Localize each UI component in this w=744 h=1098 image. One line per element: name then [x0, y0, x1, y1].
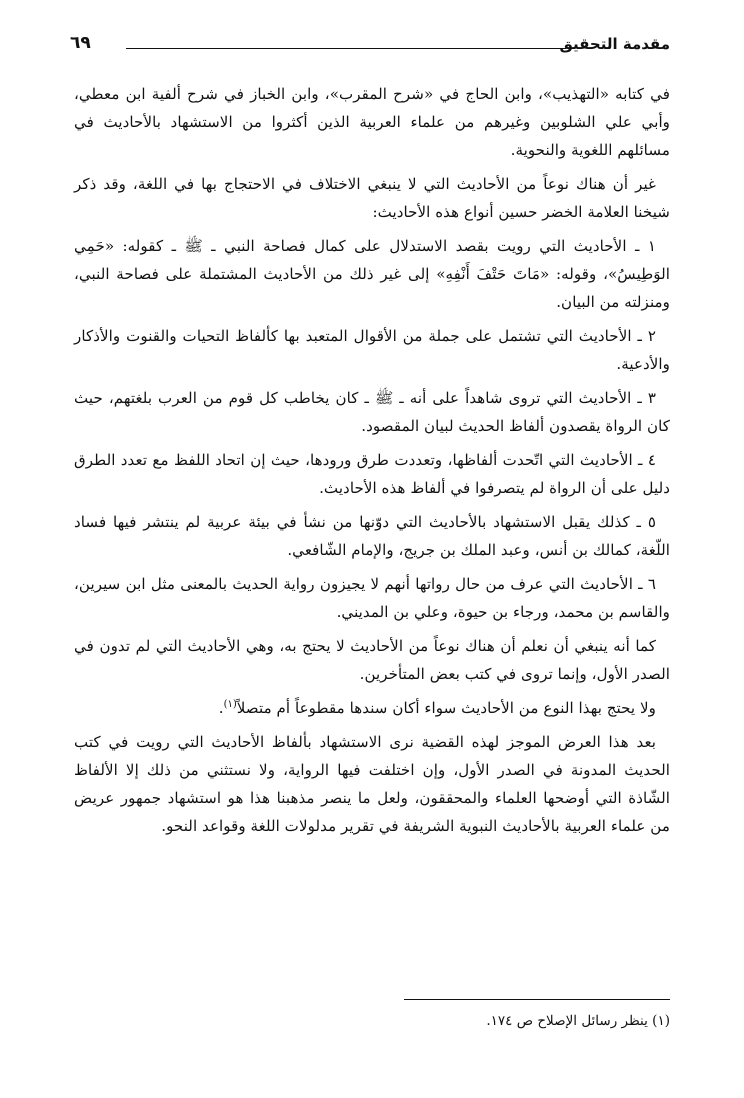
- paragraph-footnoted-text: ولا يحتج بهذا النوع من الأحاديث سواء أكان سندها مقطوعاً أم متصلاً: [236, 699, 656, 717]
- paragraph-footnoted-end: .: [218, 699, 224, 717]
- list-item-6: ٦ ـ الأحاديث التي عرف من حال رواتها أنهم لا يجيزون رواية الحديث بالمعنى مثل ابن سيرين، والقاسم بن محمد، ورجاء بن حيوة، وعلي بن المديني.: [74, 575, 670, 621]
- footnote-reference: (١): [223, 698, 237, 710]
- page-number: ٦٩: [70, 33, 91, 53]
- list-item-1: ١ ـ الأحاديث التي رويت بقصد الاستدلال على كمال فصاحة النبي ـ ﷺ ـ كقوله: «حَمِي الوَطِيسُ»، وقوله: «مَاتَ حَتْفَ أَنْفِهِ» إلى غير ذلك من الأحاديث المشتملة على فصاحة النبي، ومنزلته من البيان.: [74, 237, 670, 311]
- page-header: [70, 34, 670, 62]
- list-item-2: ٢ ـ الأحاديث التي تشتمل على جملة من الأقوال المتعبد بها كألفاظ التحيات والقنوت والأذكار والأدعية.: [74, 327, 670, 373]
- list-item-3: ٣ ـ الأحاديث التي تروى شاهداً على أنه ـ ﷺ ـ كان يخاطب كل قوم من العرب بلغتهم، حيث كان الرواة يقصدون ألفاظ الحديث لبيان المقصود.: [74, 389, 670, 435]
- paragraph-non-evidence: كما أنه ينبغي أن نعلم أن هناك نوعاً من الأحاديث لا يحتج به، وهي الأحاديث التي لم تدون في الصدر الأول، وإنما تروى في كتب بعض المتأخرين.: [74, 637, 670, 683]
- footnote: (١) ينظر رسائل الإصلاح ص ١٧٤.: [486, 1013, 670, 1029]
- running-title: مقدمة التحقيق: [559, 35, 670, 53]
- footnote-rule: [404, 999, 670, 1000]
- paragraph-intro: في كتابه «التهذيب»، وابن الحاج في «شرح المقرب»، وابن الخباز في شرح ألفية ابن معطي، وأبي علي الشلوبين وغيرهم من علماء العربية الذين أكثروا من الاستشهاد بالأحاديث في مسائلهم اللغوية والنحوية.: [74, 85, 670, 159]
- body-text: [74, 80, 670, 846]
- list-item-4: ٤ ـ الأحاديث التي اتّحدت ألفاظها، وتعددت طرق ورودها، حيث إن اتحاد اللفظ مع تعدد الطرق دليل على أن الرواة لم يتصرفوا في ألفاظ هذه الأحاديث.: [74, 451, 670, 497]
- paragraph-conclusion: بعد هذا العرض الموجز لهذه القضية نرى الاستشهاد بألفاظ الأحاديث التي رويت في كتب الحديث المدونة في الصدر الأول، وإن اختلفت فيها الرواية، ولا نستثني من ذلك إلا الألفاظ الشّاذة التي أوضحها العلماء والمحققون، ولعل ما ينصر مذهبنا هذا هو استشهاد جمهور عريض من علماء العربية بالأحاديث النبوية الشريفة في تقرير مدلولات اللغة وقواعد النحو.: [74, 733, 670, 835]
- paragraph-types-intro: غير أن هناك نوعاً من الأحاديث التي لا ينبغي الاختلاف في الاحتجاج بها في اللغة، وقد ذكر شيخنا العلامة الخضر حسين أنواع هذه الأحاديث:: [74, 175, 670, 221]
- list-item-5: ٥ ـ كذلك يقبل الاستشهاد بالأحاديث التي دوّنها من نشأ في بيئة عربية لم ينتشر فيها فساد اللّغة، كمالك بن أنس، وعبد الملك بن جريج، والإمام الشّافعي.: [74, 513, 670, 559]
- paragraph-footnoted: [74, 694, 670, 722]
- header-rule: [126, 48, 566, 49]
